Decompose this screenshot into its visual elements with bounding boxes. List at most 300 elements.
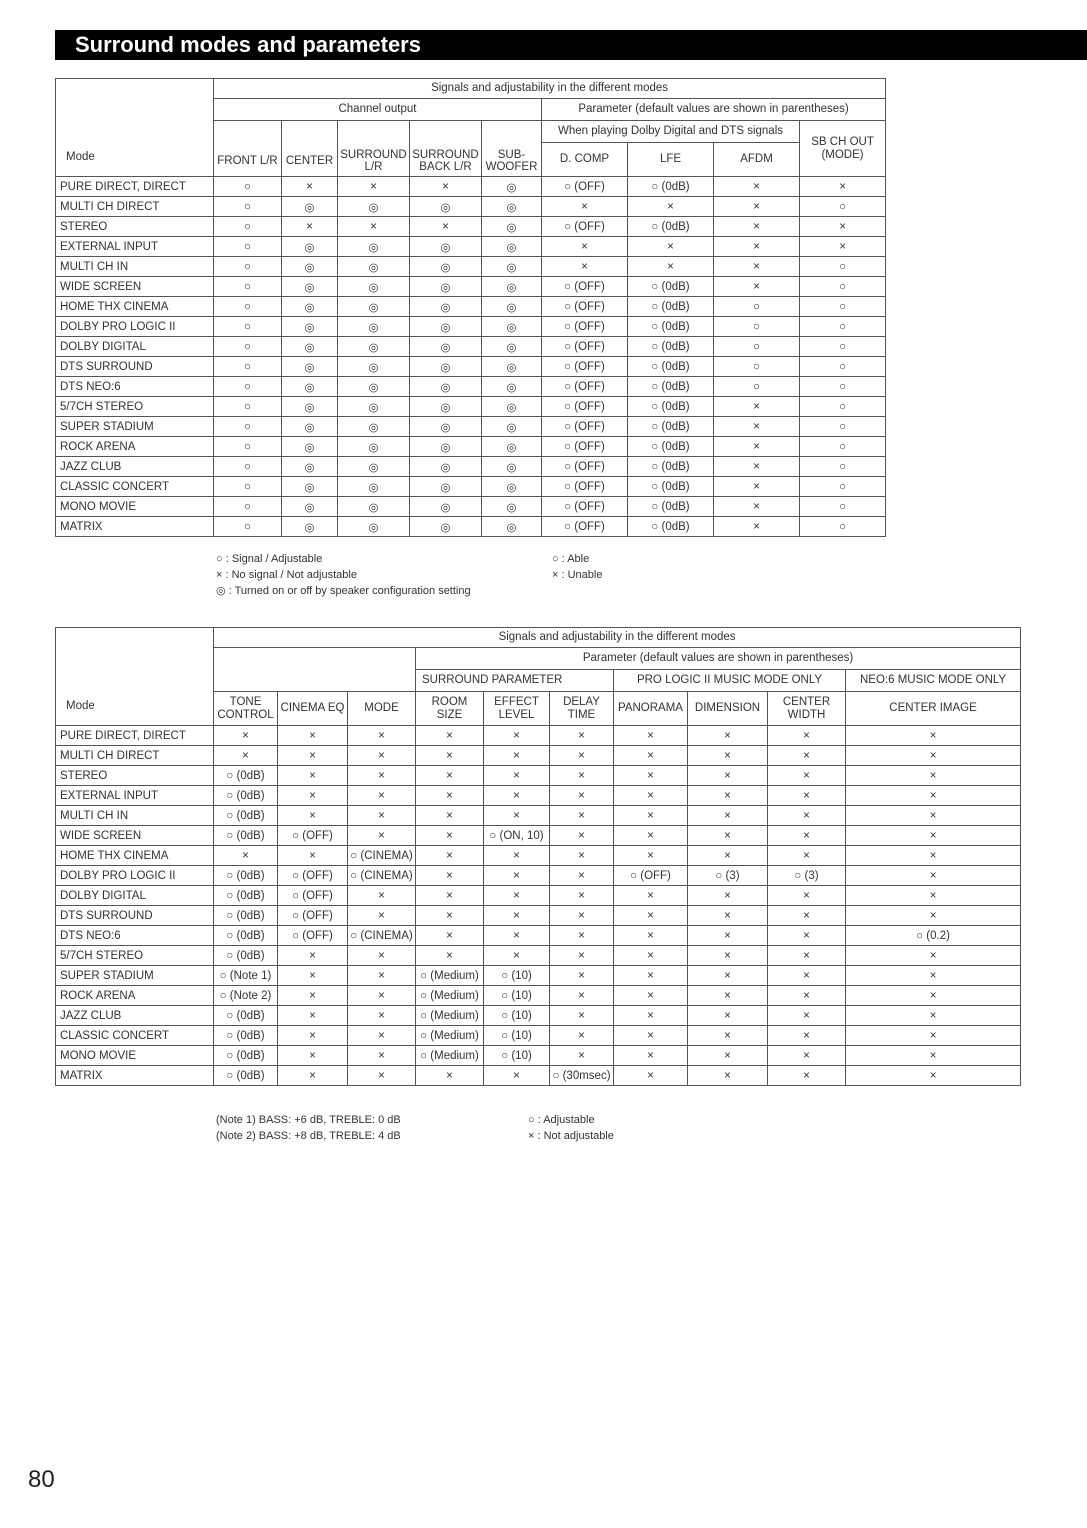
parameter-header: Parameter (default values are shown in parentheses) [416,648,1021,670]
value-cell: × [628,237,714,257]
table-row [56,317,886,337]
value-cell: × [416,1066,484,1086]
effect-level-header: EFFECT LEVEL [484,692,550,726]
table-row [56,277,886,297]
value-cell: ◎ [482,497,542,517]
value-cell: × [278,726,348,746]
value-cell: × [550,766,614,786]
value-cell: ◎ [482,337,542,357]
value-cell: × [714,237,800,257]
value-cell: × [214,746,278,766]
value-cell: ○ (OFF) [278,886,348,906]
value-cell: × [688,946,768,966]
value-cell: × [550,846,614,866]
value-cell: ○ (OFF) [542,437,628,457]
mode-cell: HOME THX CINEMA [56,297,214,317]
value-cell: ○ (0dB) [214,1006,278,1026]
value-cell: × [688,886,768,906]
value-cell: ○ (0dB) [214,806,278,826]
value-cell: × [416,826,484,846]
mode-cell: 5/7CH STEREO [56,397,214,417]
value-cell: × [688,926,768,946]
value-cell: ○ [214,457,282,477]
mode-cell: JAZZ CLUB [56,457,214,477]
surround-parameter-header: SURROUND PARAMETER [416,670,614,692]
value-cell: ○ (OFF) [542,417,628,437]
value-cell: ○ [800,377,886,397]
afdm-header: AFDM [714,143,800,177]
mode-cell: MULTI CH DIRECT [56,746,214,766]
mode-cell: WIDE SCREEN [56,277,214,297]
value-cell: × [484,726,550,746]
mode-cell: MATRIX [56,517,214,537]
panorama-header: PANORAMA [614,692,688,726]
cinema-eq-header: CINEMA EQ [278,692,348,726]
value-cell: ○ [214,477,282,497]
value-cell: ◎ [338,337,410,357]
mode-cell: MATRIX [56,1066,214,1086]
value-cell: ◎ [410,357,482,377]
table-row [56,257,886,277]
notes [216,1112,401,1144]
value-cell: × [484,886,550,906]
room-size-header: ROOM SIZE [416,692,484,726]
value-cell: × [846,846,1021,866]
value-cell: × [348,1066,416,1086]
surround-parameter-table [55,627,1021,1086]
value-cell: × [846,986,1021,1006]
value-cell: × [550,886,614,906]
value-cell: ◎ [482,517,542,537]
value-cell: ○ (0dB) [628,417,714,437]
lfe-header: LFE [628,143,714,177]
mode-col-header: MODE [348,692,416,726]
value-cell: × [846,1006,1021,1026]
table-row [56,417,886,437]
value-cell: × [338,177,410,197]
value-cell: × [768,806,846,826]
mode-cell: STEREO [56,217,214,237]
value-cell: ◎ [482,237,542,257]
value-cell: × [484,806,550,826]
dimension-header: DIMENSION [688,692,768,726]
legend-item: ○ : Able [552,553,590,565]
value-cell: × [348,766,416,786]
value-cell: ○ (0dB) [214,866,278,886]
table-row [56,986,1021,1006]
value-cell: × [768,1006,846,1026]
value-cell: × [614,966,688,986]
mode-cell: DTS SURROUND [56,357,214,377]
value-cell: ○ (OFF) [278,926,348,946]
value-cell: × [348,726,416,746]
value-cell: × [348,946,416,966]
value-cell: × [714,177,800,197]
value-cell: ◎ [338,457,410,477]
mode-cell: DTS NEO:6 [56,377,214,397]
value-cell: ○ [800,197,886,217]
legend-item: ○ : Adjustable [528,1114,595,1126]
value-cell: ◎ [282,277,338,297]
value-cell: ○ [214,437,282,457]
table-row [56,517,886,537]
value-cell: ◎ [338,497,410,517]
value-cell: × [542,257,628,277]
value-cell: × [214,846,278,866]
table-row [56,357,886,377]
value-cell: ○ (3) [768,866,846,886]
value-cell: × [348,906,416,926]
value-cell: ○ [800,277,886,297]
mode-cell: MONO MOVIE [56,497,214,517]
value-cell: ○ (OFF) [542,357,628,377]
value-cell: × [550,1046,614,1066]
value-cell: × [410,177,482,197]
value-cell: ○ [214,517,282,537]
page-title: Surround modes and parameters [55,30,1087,60]
value-cell: × [714,457,800,477]
value-cell: ◎ [482,177,542,197]
value-cell: × [484,946,550,966]
value-cell: × [484,866,550,886]
value-cell: ◎ [338,377,410,397]
value-cell: × [614,766,688,786]
value-cell: ◎ [282,257,338,277]
value-cell: ◎ [410,257,482,277]
value-cell: ◎ [282,197,338,217]
value-cell: × [614,906,688,926]
value-cell: × [550,946,614,966]
value-cell: × [550,926,614,946]
value-cell: ◎ [410,277,482,297]
table-row [56,1006,1021,1026]
value-cell: × [846,806,1021,826]
value-cell: ◎ [482,457,542,477]
value-cell: ◎ [410,337,482,357]
value-cell: ○ (ON, 10) [484,826,550,846]
value-cell: ○ (0dB) [628,457,714,477]
surround-header: SURROUND L/R [338,121,410,177]
value-cell: ○ (3) [688,866,768,886]
value-cell: × [846,746,1021,766]
value-cell: ○ [800,317,886,337]
value-cell: ◎ [410,297,482,317]
legend-signals [216,551,471,599]
value-cell: ○ [214,277,282,297]
when-playing-header: When playing Dolby Digital and DTS signals [542,121,800,143]
value-cell: × [416,766,484,786]
value-cell: ○ (OFF) [542,277,628,297]
value-cell: ○ [214,357,282,377]
value-cell: ○ (0dB) [628,397,714,417]
value-cell: ○ [214,337,282,357]
table-row [56,766,1021,786]
mode-cell: MONO MOVIE [56,1046,214,1066]
legend-adjustable [528,1112,614,1144]
value-cell: × [846,766,1021,786]
value-cell: × [768,846,846,866]
value-cell: × [410,217,482,237]
legend-item: × : Unable [552,569,603,581]
value-cell: × [282,217,338,237]
value-cell: ○ (0dB) [628,477,714,497]
value-cell: × [714,397,800,417]
value-cell: × [542,237,628,257]
value-cell: × [278,1006,348,1026]
value-cell: × [688,726,768,746]
table-row [56,946,1021,966]
value-cell: × [550,746,614,766]
value-cell: × [628,197,714,217]
value-cell: ○ (OFF) [542,397,628,417]
value-cell: × [768,906,846,926]
value-cell: ◎ [338,417,410,437]
value-cell: ○ (OFF) [542,317,628,337]
table-row [56,846,1021,866]
value-cell: × [614,786,688,806]
value-cell: × [768,966,846,986]
value-cell: × [484,926,550,946]
value-cell: ○ [214,217,282,237]
value-cell: ○ (0dB) [628,217,714,237]
page-number: 80 [28,1466,55,1493]
value-cell: ○ (OFF) [542,297,628,317]
value-cell: × [278,986,348,1006]
value-cell: × [714,217,800,237]
value-cell: ○ (10) [484,966,550,986]
value-cell: ○ (CINEMA) [348,846,416,866]
value-cell: × [550,966,614,986]
value-cell: ◎ [410,457,482,477]
value-cell: ○ [714,357,800,377]
value-cell: ◎ [338,197,410,217]
value-cell: ○ (10) [484,1046,550,1066]
value-cell: × [416,846,484,866]
value-cell: ○ [214,397,282,417]
value-cell: × [688,906,768,926]
value-cell: × [542,197,628,217]
table-row [56,217,886,237]
value-cell: ◎ [410,397,482,417]
table-row [56,746,1021,766]
mode-cell: ROCK ARENA [56,986,214,1006]
value-cell: × [550,866,614,886]
value-cell: × [768,786,846,806]
value-cell: × [416,946,484,966]
value-cell: × [846,726,1021,746]
value-cell: ◎ [282,417,338,437]
value-cell: × [348,826,416,846]
value-cell: × [688,766,768,786]
value-cell: ○ (0dB) [628,317,714,337]
table-row [56,1066,1021,1086]
value-cell: × [484,846,550,866]
mode-cell: MULTI CH DIRECT [56,197,214,217]
value-cell: ○ (30msec) [550,1066,614,1086]
value-cell: × [550,726,614,746]
legend-item: × : Not adjustable [528,1130,614,1142]
mode-cell: DTS SURROUND [56,906,214,926]
value-cell: × [278,806,348,826]
mode-cell: HOME THX CINEMA [56,846,214,866]
mode-cell: DOLBY DIGITAL [56,886,214,906]
value-cell: ◎ [410,237,482,257]
value-cell: × [846,906,1021,926]
value-cell: × [846,886,1021,906]
value-cell: × [768,926,846,946]
channel-output-table [55,78,886,537]
value-cell: × [614,806,688,826]
value-cell: × [278,946,348,966]
mode-cell: ROCK ARENA [56,437,214,457]
value-cell: ○ (0dB) [214,826,278,846]
mode-cell: MULTI CH IN [56,806,214,826]
table-row [56,497,886,517]
value-cell: × [688,1026,768,1046]
value-cell: × [614,926,688,946]
value-cell: × [614,986,688,1006]
value-cell: × [614,1026,688,1046]
value-cell: ○ (0dB) [628,437,714,457]
mode-cell: 5/7CH STEREO [56,946,214,966]
value-cell: ○ (0dB) [214,906,278,926]
value-cell: ◎ [338,297,410,317]
table-row [56,437,886,457]
value-cell: ◎ [482,317,542,337]
value-cell: ○ (0dB) [628,377,714,397]
table-row [56,1026,1021,1046]
value-cell: × [800,237,886,257]
mode-cell: MULTI CH IN [56,257,214,277]
value-cell: ○ (OFF) [614,866,688,886]
value-cell: × [628,257,714,277]
value-cell: × [484,906,550,926]
value-cell: × [768,826,846,846]
value-cell: ○ (0dB) [628,517,714,537]
value-cell: ○ (OFF) [542,517,628,537]
value-cell: × [416,866,484,886]
value-cell: × [278,746,348,766]
legend-item: ◎ : Turned on or off by speaker configuration setting [216,585,471,597]
value-cell: × [768,1026,846,1046]
center-width-header: CENTER WIDTH [768,692,846,726]
value-cell: ◎ [410,377,482,397]
mode-cell: SUPER STADIUM [56,417,214,437]
center-header: CENTER [282,121,338,177]
value-cell: × [714,277,800,297]
signals-header: Signals and adjustability in the different modes [214,79,886,99]
table-row [56,457,886,477]
value-cell: ○ (Note 2) [214,986,278,1006]
value-cell: ◎ [282,237,338,257]
subwoofer-header: SUB-WOOFER [482,121,542,177]
value-cell: × [416,746,484,766]
table-row [56,237,886,257]
value-cell: × [688,826,768,846]
value-cell: ◎ [338,277,410,297]
value-cell: ◎ [482,297,542,317]
value-cell: × [550,906,614,926]
value-cell: ○ [800,257,886,277]
value-cell: ◎ [338,237,410,257]
channel-output-header: Channel output [214,99,542,121]
value-cell: × [688,1066,768,1086]
value-cell: × [348,806,416,826]
mode-cell: DOLBY DIGITAL [56,337,214,357]
value-cell: ○ (0dB) [628,357,714,377]
dcomp-header: D. COMP [542,143,628,177]
mode-cell: CLASSIC CONCERT [56,1026,214,1046]
value-cell: ◎ [338,517,410,537]
value-cell: ◎ [282,357,338,377]
value-cell: ○ [800,497,886,517]
value-cell: ◎ [338,317,410,337]
value-cell: × [768,1066,846,1086]
value-cell: × [846,966,1021,986]
value-cell: ○ [214,257,282,277]
value-cell: ○ [800,417,886,437]
value-cell: ○ [800,517,886,537]
mode-cell: SUPER STADIUM [56,966,214,986]
value-cell: ○ (OFF) [542,377,628,397]
value-cell: ◎ [482,477,542,497]
value-cell: ○ (OFF) [278,906,348,926]
value-cell: × [768,946,846,966]
value-cell: × [278,766,348,786]
value-cell: × [614,886,688,906]
value-cell: ◎ [410,517,482,537]
value-cell: ○ [800,437,886,457]
value-cell: ○ (Medium) [416,1006,484,1026]
value-cell: × [338,217,410,237]
value-cell: × [846,866,1021,886]
value-cell: × [714,197,800,217]
value-cell: ○ [800,477,886,497]
value-cell: × [282,177,338,197]
value-cell: ○ (Medium) [416,966,484,986]
value-cell: ◎ [410,497,482,517]
value-cell: ○ (0dB) [214,886,278,906]
value-cell: ◎ [282,517,338,537]
value-cell: ◎ [482,417,542,437]
value-cell: ○ (OFF) [542,477,628,497]
value-cell: × [348,966,416,986]
value-cell: × [846,1026,1021,1046]
note-item: (Note 1) BASS: +6 dB, TREBLE: 0 dB [216,1114,401,1126]
value-cell: × [688,966,768,986]
value-cell: ○ (OFF) [542,177,628,197]
value-cell: ○ (10) [484,1026,550,1046]
value-cell: ○ (OFF) [542,337,628,357]
table-row [56,377,886,397]
value-cell: × [688,1046,768,1066]
sbch-header: SB CH OUT (MODE) [800,121,886,177]
value-cell: ◎ [338,477,410,497]
value-cell: ○ [800,337,886,357]
mode-header: Mode [56,628,214,726]
value-cell: × [614,946,688,966]
parameter-header: Parameter (default values are shown in parentheses) [542,99,886,121]
table-row [56,866,1021,886]
value-cell: ○ (0dB) [214,786,278,806]
value-cell: × [278,966,348,986]
value-cell: × [550,806,614,826]
value-cell: ○ [214,317,282,337]
value-cell: ○ [214,177,282,197]
value-cell: × [550,1006,614,1026]
value-cell: × [768,1046,846,1066]
value-cell: ◎ [282,457,338,477]
